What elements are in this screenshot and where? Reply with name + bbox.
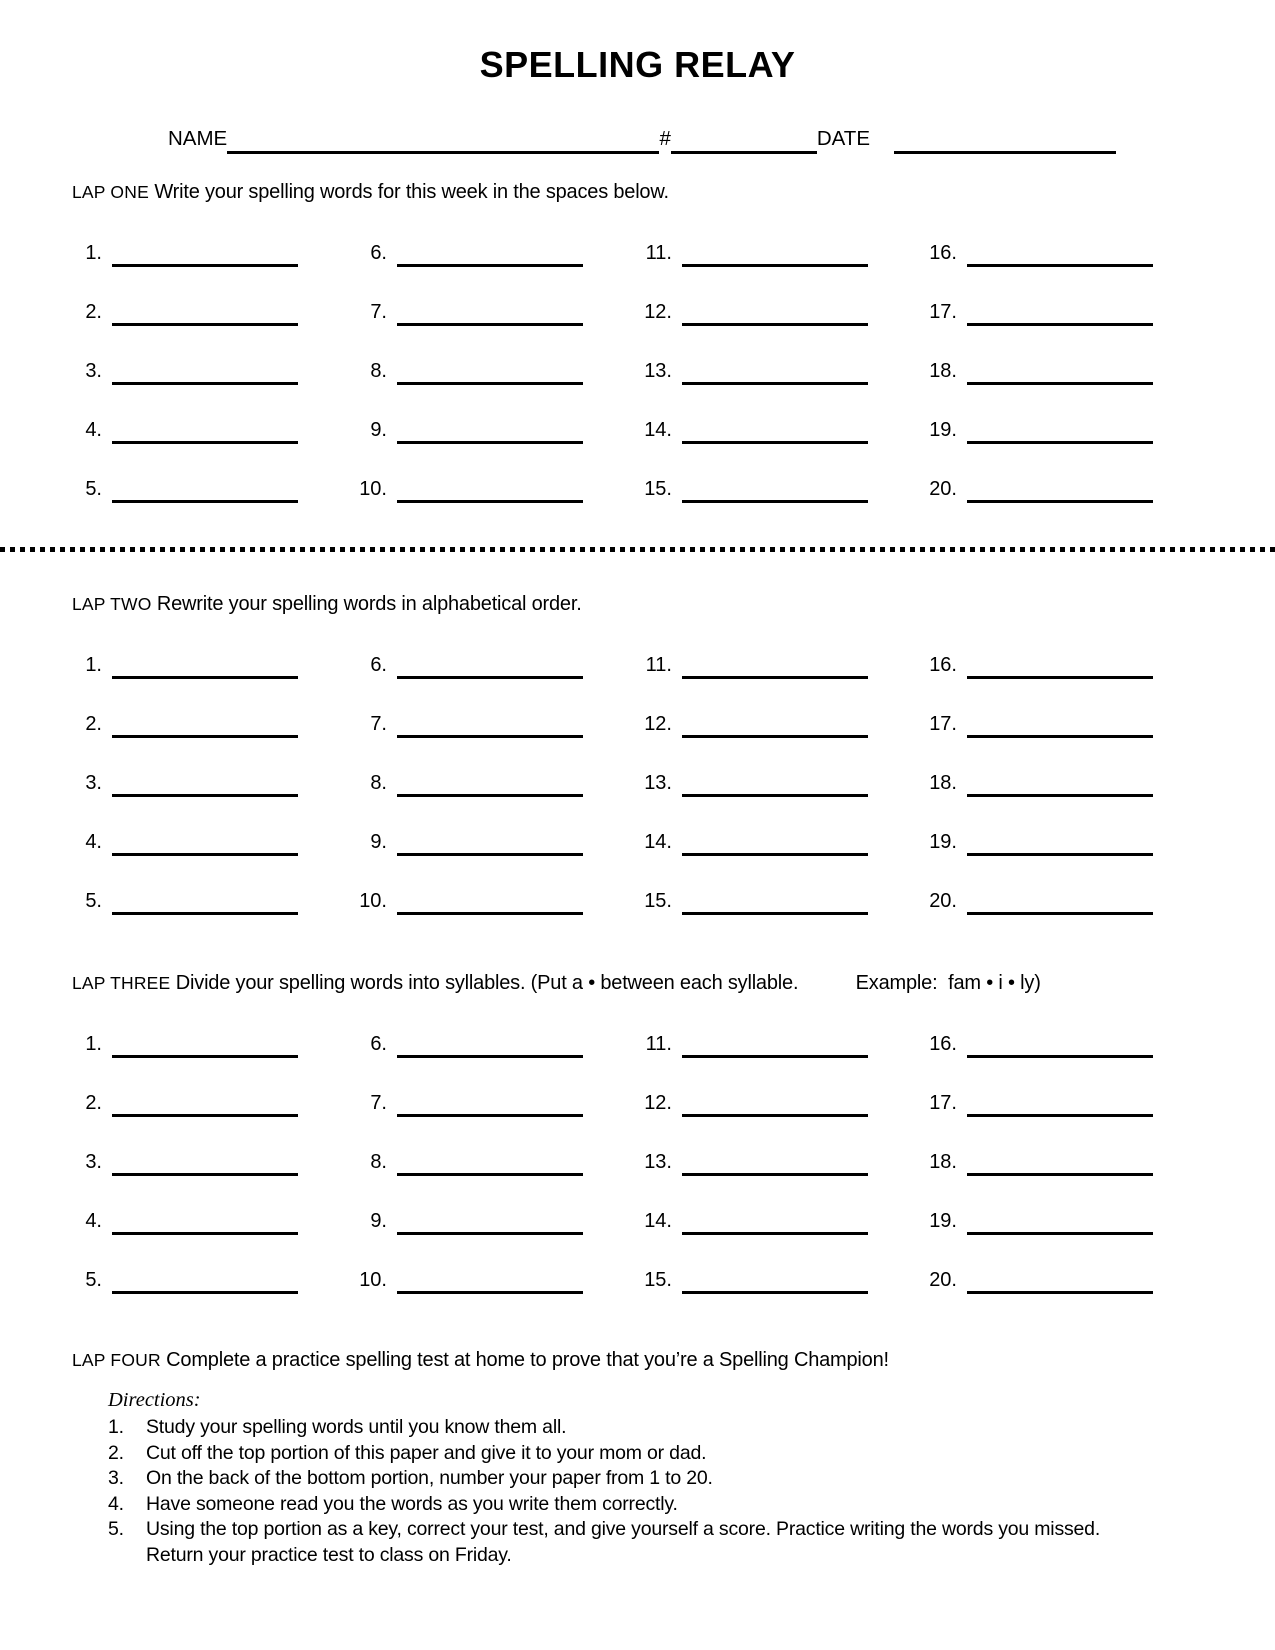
lap-two-heading xyxy=(72,592,1275,616)
blank-cell xyxy=(68,797,353,856)
directions-heading: Directions: xyxy=(108,1388,201,1411)
name-header-row xyxy=(168,129,1116,154)
blank-number: 3. xyxy=(85,359,102,382)
direction-number: 5. xyxy=(108,1518,124,1541)
blank-number: 6. xyxy=(370,653,387,676)
blank-cell xyxy=(923,267,1208,326)
write-line xyxy=(397,1291,583,1294)
blank-number: 12. xyxy=(644,1091,672,1114)
lap-two-label: LAP TWO xyxy=(72,593,152,614)
direction-item xyxy=(108,1517,1275,1568)
blank-number: 18. xyxy=(929,1150,957,1173)
blank-number: 3. xyxy=(85,771,102,794)
blank-cell xyxy=(353,326,638,385)
blank-number: 2. xyxy=(85,300,102,323)
lap-two-instruction: Rewrite your spelling words in alphabetical order. xyxy=(156,592,582,615)
blank-number: 9. xyxy=(370,418,387,441)
blank-number: 20. xyxy=(929,477,957,500)
blank-number: 17. xyxy=(929,712,957,735)
blank-cell xyxy=(923,1235,1208,1294)
blank-number: 14. xyxy=(644,1209,672,1232)
direction-item xyxy=(108,1492,1275,1518)
blank-number: 8. xyxy=(370,1150,387,1173)
blank-cell xyxy=(68,620,353,679)
blank-number: 16. xyxy=(929,653,957,676)
blank-cell xyxy=(353,1117,638,1176)
blank-number: 3. xyxy=(85,1150,102,1173)
blank-number: 10. xyxy=(359,889,387,912)
blank-cell xyxy=(923,444,1208,503)
blank-cell xyxy=(638,444,923,503)
blank-cell xyxy=(638,620,923,679)
blank-number: 17. xyxy=(929,300,957,323)
blank-number: 1. xyxy=(85,653,102,676)
name-label: NAME xyxy=(168,127,228,150)
blank-number: 14. xyxy=(644,418,672,441)
blank-number: 4. xyxy=(85,418,102,441)
blank-number: 16. xyxy=(929,241,957,264)
write-line xyxy=(112,912,298,915)
blank-cell xyxy=(638,1176,923,1235)
lap-one-label: LAP ONE xyxy=(72,181,149,202)
direction-number: 4. xyxy=(108,1492,124,1515)
blank-number: 8. xyxy=(370,359,387,382)
blank-number: 5. xyxy=(85,889,102,912)
blank-number: 2. xyxy=(85,1091,102,1114)
lap-four-section xyxy=(0,1348,1275,1372)
blank-cell xyxy=(353,1176,638,1235)
blank-cell xyxy=(353,1235,638,1294)
write-line xyxy=(682,500,868,503)
lap-one-instruction: Write your spelling words for this week in the spaces below. xyxy=(154,180,669,203)
blank-cell xyxy=(638,1235,923,1294)
blank-number: 9. xyxy=(370,830,387,853)
blank-number: 7. xyxy=(370,300,387,323)
blank-number: 10. xyxy=(359,1268,387,1291)
blank-cell xyxy=(68,326,353,385)
direction-number: 2. xyxy=(108,1441,124,1464)
blank-cell xyxy=(353,208,638,267)
page-title: SPELLING RELAY xyxy=(479,44,796,85)
blank-number: 13. xyxy=(644,771,672,794)
blank-number: 9. xyxy=(370,1209,387,1232)
cut-line-separator xyxy=(0,547,1275,552)
lap-two-blank-grid xyxy=(68,620,1275,915)
direction-text: Have someone read you the words as you write them correctly. xyxy=(146,1492,678,1515)
direction-item xyxy=(108,1441,1275,1467)
directions-section xyxy=(108,1388,1275,1569)
blank-cell xyxy=(353,999,638,1058)
lap-four-instruction: Complete a practice spelling test at home to prove that you’re a Spelling Champion! xyxy=(166,1348,889,1371)
lap-three-section xyxy=(0,971,1275,1294)
write-line xyxy=(682,912,868,915)
blank-number: 18. xyxy=(929,359,957,382)
blank-number: 12. xyxy=(644,300,672,323)
blank-number: 19. xyxy=(929,418,957,441)
blank-cell xyxy=(638,1058,923,1117)
blank-cell xyxy=(638,679,923,738)
blank-number: 8. xyxy=(370,771,387,794)
blank-cell xyxy=(353,267,638,326)
direction-text: On the back of the bottom portion, number your paper from 1 to 20. xyxy=(146,1467,713,1490)
blank-number: 20. xyxy=(929,889,957,912)
blank-number: 14. xyxy=(644,830,672,853)
blank-number: 6. xyxy=(370,1032,387,1055)
blank-number: 4. xyxy=(85,830,102,853)
blank-cell xyxy=(353,444,638,503)
direction-number: 1. xyxy=(108,1416,124,1439)
lap-four-heading xyxy=(72,1348,1275,1372)
blank-cell xyxy=(638,999,923,1058)
direction-item xyxy=(108,1466,1275,1492)
name-write-line xyxy=(227,151,659,154)
lap-four-label: LAP FOUR xyxy=(72,1349,161,1370)
blank-cell xyxy=(638,1117,923,1176)
blank-number: 19. xyxy=(929,1209,957,1232)
write-line xyxy=(967,912,1153,915)
blank-cell xyxy=(923,1058,1208,1117)
blank-number: 2. xyxy=(85,712,102,735)
blank-cell xyxy=(923,738,1208,797)
blank-number: 11. xyxy=(645,1032,672,1055)
direction-text: Study your spelling words until you know them all. xyxy=(146,1416,567,1439)
blank-cell xyxy=(638,797,923,856)
blank-cell xyxy=(638,385,923,444)
blank-number: 19. xyxy=(929,830,957,853)
blank-cell xyxy=(68,999,353,1058)
blank-number: 13. xyxy=(644,359,672,382)
blank-cell xyxy=(638,738,923,797)
blank-number: 4. xyxy=(85,1209,102,1232)
blank-cell xyxy=(68,856,353,915)
blank-cell xyxy=(353,385,638,444)
blank-cell xyxy=(68,1058,353,1117)
blank-number: 18. xyxy=(929,771,957,794)
number-write-line xyxy=(671,151,817,154)
lap-three-label: LAP THREE xyxy=(72,972,171,993)
write-line xyxy=(967,1291,1153,1294)
blank-cell xyxy=(638,208,923,267)
blank-cell xyxy=(353,856,638,915)
blank-number: 10. xyxy=(359,477,387,500)
blank-cell xyxy=(923,999,1208,1058)
blank-cell xyxy=(353,1058,638,1117)
syllable-example: Example: fam • i • ly) xyxy=(855,971,1041,994)
write-line xyxy=(112,500,298,503)
blank-cell xyxy=(638,326,923,385)
blank-cell xyxy=(68,1176,353,1235)
blank-number: 5. xyxy=(85,1268,102,1291)
number-label: # xyxy=(659,127,671,150)
blank-cell xyxy=(923,679,1208,738)
date-write-line xyxy=(894,151,1116,154)
blank-cell xyxy=(353,738,638,797)
blank-number: 17. xyxy=(929,1091,957,1114)
blank-number: 5. xyxy=(85,477,102,500)
blank-cell xyxy=(923,208,1208,267)
blank-cell xyxy=(68,1235,353,1294)
directions-list xyxy=(108,1415,1275,1568)
blank-cell xyxy=(923,856,1208,915)
blank-cell xyxy=(68,385,353,444)
write-line xyxy=(112,1291,298,1294)
write-line xyxy=(397,500,583,503)
blank-number: 1. xyxy=(85,1032,102,1055)
blank-cell xyxy=(923,1117,1208,1176)
write-line xyxy=(682,1291,868,1294)
blank-cell xyxy=(638,267,923,326)
blank-cell xyxy=(68,679,353,738)
blank-cell xyxy=(68,738,353,797)
blank-cell xyxy=(923,326,1208,385)
blank-cell xyxy=(68,267,353,326)
lap-one-section xyxy=(0,180,1275,503)
lap-one-heading xyxy=(72,180,1275,204)
blank-number: 12. xyxy=(644,712,672,735)
blank-number: 6. xyxy=(370,241,387,264)
blank-number: 15. xyxy=(644,1268,672,1291)
direction-text: Cut off the top portion of this paper and give it to your mom or dad. xyxy=(146,1441,707,1464)
blank-cell xyxy=(638,856,923,915)
blank-number: 1. xyxy=(85,241,102,264)
blank-number: 16. xyxy=(929,1032,957,1055)
blank-cell xyxy=(68,1117,353,1176)
direction-number: 3. xyxy=(108,1467,124,1490)
lap-two-section xyxy=(0,592,1275,915)
blank-number: 7. xyxy=(370,1091,387,1114)
blank-cell xyxy=(923,1176,1208,1235)
blank-cell xyxy=(353,620,638,679)
blank-number: 13. xyxy=(644,1150,672,1173)
blank-number: 11. xyxy=(645,653,672,676)
direction-text: Using the top portion as a key, correct your test, and give yourself a score. Practice writing the words you missed. Return your practice test to class on Friday. xyxy=(146,1518,1101,1566)
blank-cell xyxy=(353,679,638,738)
blank-number: 7. xyxy=(370,712,387,735)
direction-item xyxy=(108,1415,1275,1441)
blank-cell xyxy=(353,797,638,856)
lap-three-blank-grid xyxy=(68,999,1275,1294)
blank-number: 15. xyxy=(644,889,672,912)
lap-three-heading xyxy=(72,971,1275,995)
write-line xyxy=(397,912,583,915)
blank-number: 15. xyxy=(644,477,672,500)
blank-cell xyxy=(68,208,353,267)
lap-one-blank-grid xyxy=(68,208,1275,503)
blank-number: 20. xyxy=(929,1268,957,1291)
blank-cell xyxy=(923,385,1208,444)
blank-cell xyxy=(923,620,1208,679)
blank-cell xyxy=(923,797,1208,856)
blank-cell xyxy=(68,444,353,503)
lap-three-instruction: Divide your spelling words into syllables. (Put a • between each syllable. xyxy=(175,971,799,994)
blank-number: 11. xyxy=(645,241,672,264)
write-line xyxy=(967,500,1153,503)
date-label: DATE xyxy=(816,127,870,150)
